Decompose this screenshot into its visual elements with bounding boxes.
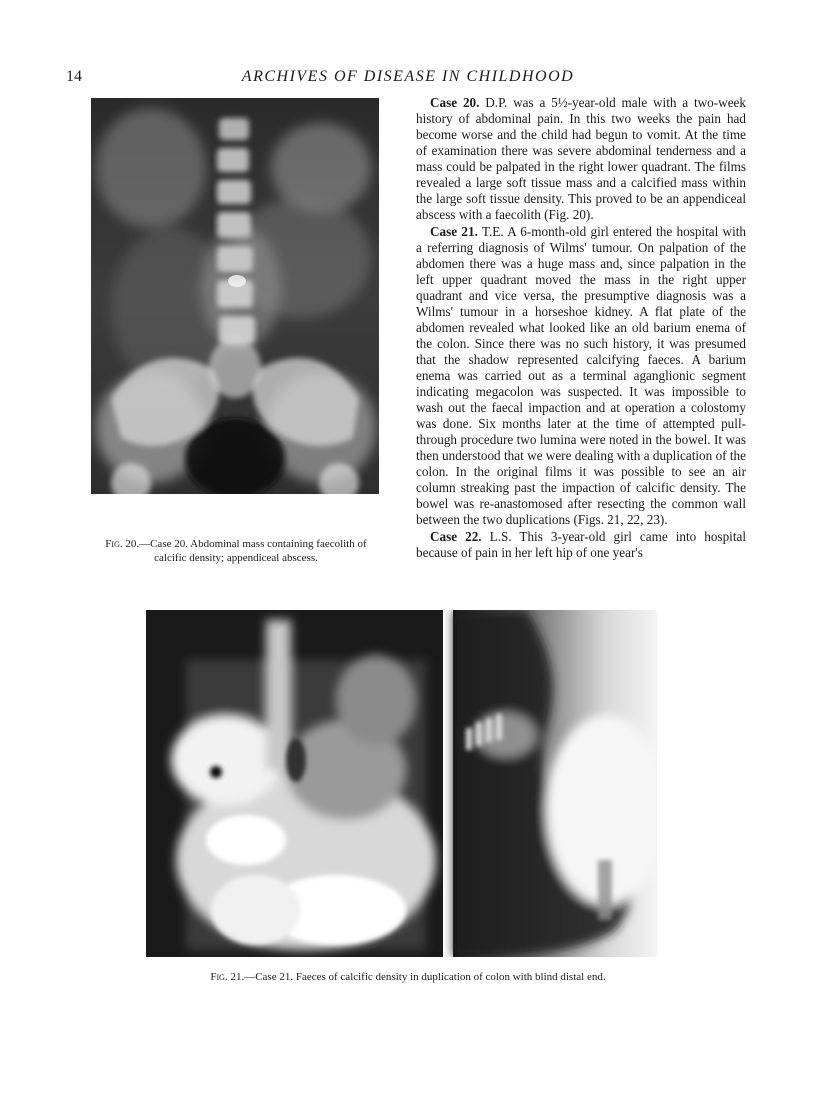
case-21-text: T.E. A 6-month-old girl entered the hospital with a referring diagnosis of Wilms' tumour. On palpation of the abdomen there was a huge mass and, since palpation in the left upper quadrant moved the mass in the right upper quadrant and vice versa, the presumptive diagnosis was a Wilms' tumour in a horseshoe kidney. A flat plate of the abdomen revealed what looked like an old barium enema of the colon. Since there was no such history, it was presumed that the shadow represented calcifying faeces. A barium enema was carried out as a terminal aganglionic segment indicating megacolon was suspected. It was impossible to wash out the faecal impaction and at operation a colostomy was done. Six months later at the time of attempted pull-through procedure two lumina were noted in the bowel. It was then understood that we were dealing with a duplication of the colon. In the original films it was possible to see an air column streaking past the impaction of calcific density. The bowel was re-anastomosed after resecting the common wall between the two duplications (Figs. 21, 22, 23).	[416, 224, 747, 527]
figure-20-caption	[88, 537, 384, 565]
figure-20-caption-text-2: calcific density; appendiceal abscess.	[154, 552, 318, 564]
figure-21-caption-label: Fig. 21.	[210, 971, 245, 983]
case-22-paragraph	[416, 529, 746, 561]
faecolith-mark	[228, 275, 246, 287]
case-20-paragraph	[416, 95, 746, 223]
figure-21-caption-text: —Case 21. Faeces of calcific density in duplication of colon with blind distal end.	[244, 971, 606, 983]
journal-title: ARCHIVES OF DISEASE IN CHILDHOOD	[241, 68, 575, 85]
body-text-column	[416, 95, 746, 562]
page-number: 14	[66, 68, 82, 85]
figure-20-caption-label: Fig. 20.	[105, 538, 140, 550]
case-21-paragraph	[416, 224, 746, 528]
case-22-text: L.S. This 3-year-old girl came into hospital because of pain in her left hip of one year's	[416, 529, 747, 560]
case-20-text: D.P. was a 5½-year-old male with a two-week history of abdominal pain. In this two weeks the pain had become worse and the child had begun to vomit. At the time of examination there was severe abdominal tenderness and a mass could be palpated in the right lower quadrant. The films revealed a large soft tissue mass and a calcified mass within the large soft tissue density. This proved to be an appendiceal abscess with a faecolith (Fig. 20).	[416, 95, 746, 222]
figure-21-caption	[0, 970, 816, 984]
case-22-label: Case 22.	[430, 529, 482, 544]
case-20-label: Case 20.	[430, 95, 480, 110]
xray-image-20	[91, 98, 379, 494]
xray-image-21	[146, 610, 657, 957]
case-21-label: Case 21.	[430, 224, 478, 239]
figure-21-xray	[146, 610, 657, 957]
figure-20-caption-text: —Case 20. Abdominal mass containing faecolith of	[139, 538, 367, 550]
figure-20-xray	[91, 98, 379, 494]
